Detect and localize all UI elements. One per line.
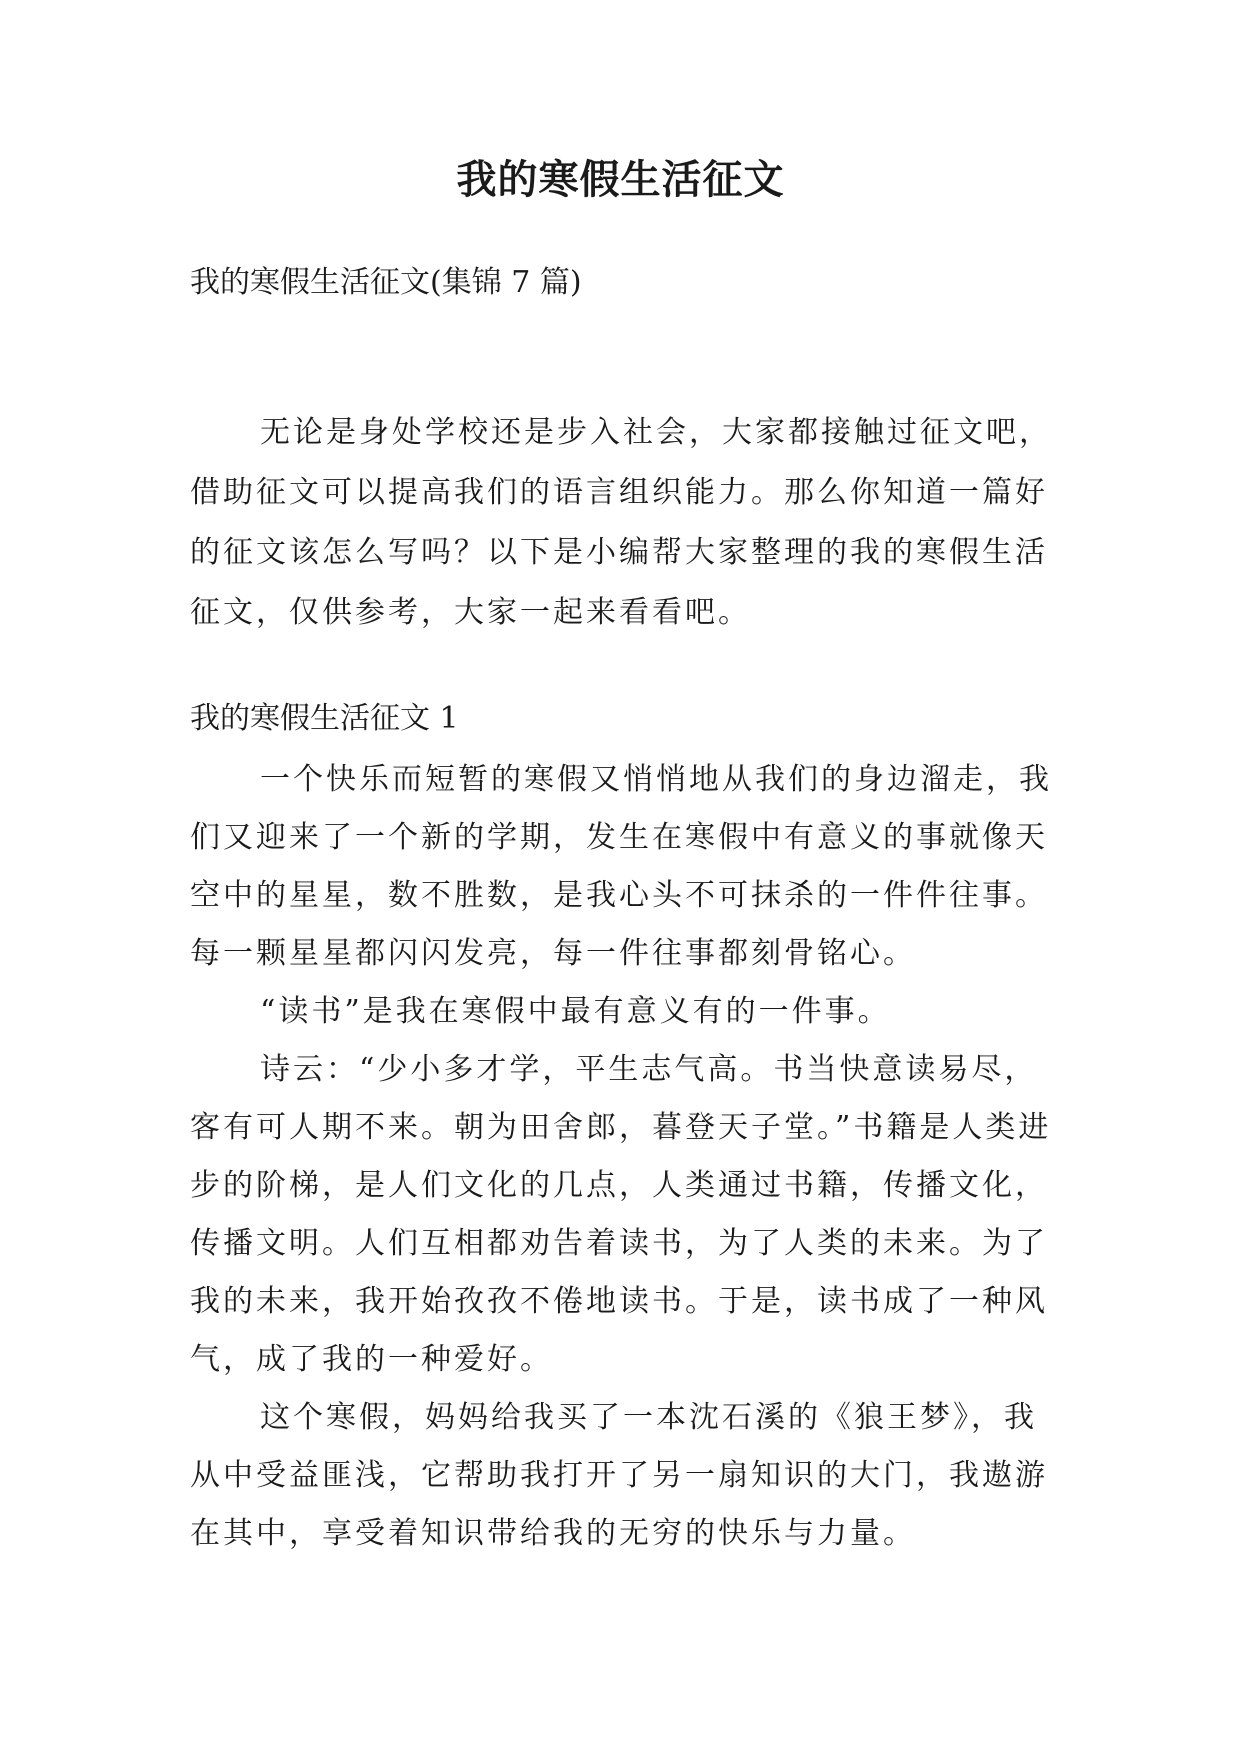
intro-paragraph: 无论是身处学校还是步入社会，大家都接触过征文吧，借助征文可以提高我们的语言组织能力。那么你知道一篇好的征文该怎么写吗？以下是小编帮大家整理的我的寒假生活征文，仅供参考，大家一起来看看吧。 — [190, 415, 1052, 630]
body-paragraph: 诗云：“少小多才学，平生志气高。书当快意读易尽，客有可人期不来。朝为田舍郎，暮登天子堂。”书籍是人类进步的阶梯，是人们文化的几点，人类通过书籍，传播文化，传播文明。人们互相都劝告着读书，为了人类的未来。为了我的未来，我开始孜孜不倦地读书。于是，读书成了一种风气，成了我的一种爱好。 — [190, 1052, 1052, 1377]
body-paragraph: “读书”是我在寒假中最有意义有的一件事。 — [260, 994, 891, 1029]
body-paragraph: 一个快乐而短暂的寒假又悄悄地从我们的身边溜走，我们又迎来了一个新的学期，发生在寒假中有意义的事就像天空中的星星，数不胜数，是我心头不可抹杀的一件件往事。每一颗星星都闪闪发亮，每一件往事都刻骨铭心。 — [190, 762, 1052, 971]
section-body — [190, 751, 1060, 1563]
body-paragraph: 这个寒假，妈妈给我买了一本沈石溪的《狼王梦》，我从中受益匪浅，它帮助我打开了另一扇知识的大门，我遨游在其中，享受着知识带给我的无穷的快乐与力量。 — [190, 1400, 1048, 1551]
section-heading: 我的寒假生活征文 1 — [190, 701, 459, 736]
document-subtitle: 我的寒假生活征文(集锦 7 篇) — [190, 265, 582, 300]
document-title: 我的寒假生活征文 — [456, 156, 785, 203]
